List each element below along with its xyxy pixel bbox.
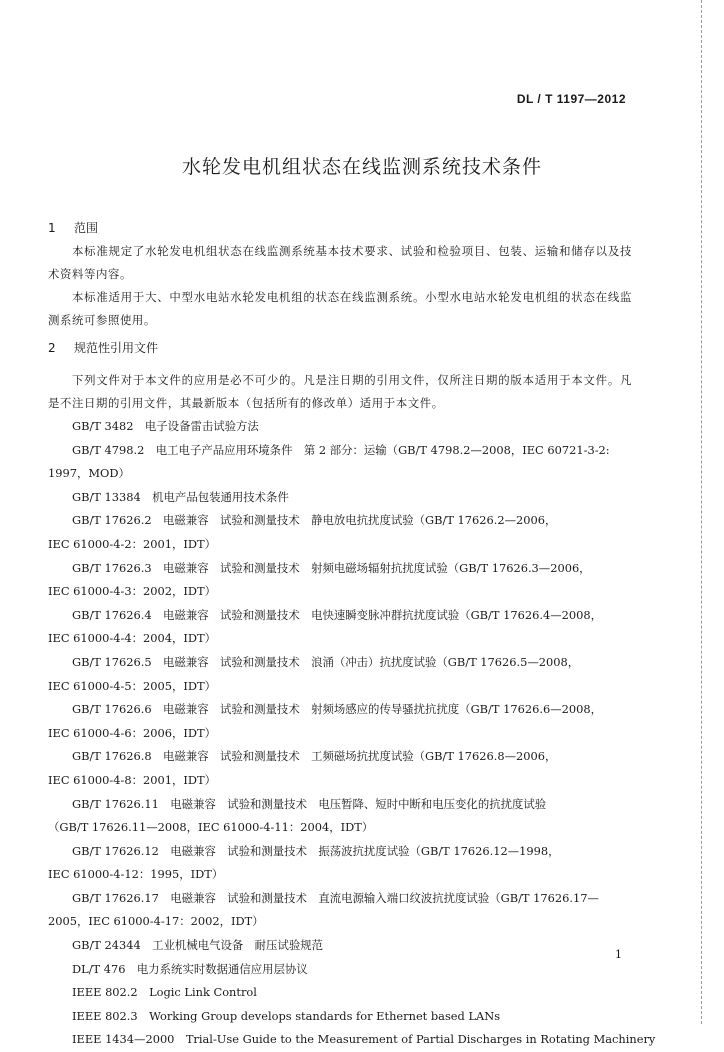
- section-number: 1: [48, 221, 56, 235]
- section-title: 规范性引用文件: [74, 341, 159, 355]
- reference-line-continued: 1997，MOD）: [48, 466, 130, 481]
- reference-item: [48, 557, 632, 604]
- reference-line: GB/T 17626.11 电磁兼容 试验和测量技术 电压暂降、短时中断和电压变化的抗扰度试验: [72, 796, 547, 811]
- reference-line-continued: IEC 61000-4-6：2006，IDT）: [48, 725, 216, 740]
- reference-item: [48, 981, 632, 1005]
- reference-line: GB/T 13384 机电产品包装通用技术条件: [72, 489, 289, 504]
- reference-line: IEEE 802.3 Working Group develops standards for Ethernet based LANs: [72, 1008, 501, 1023]
- reference-line-continued: IEC 61000-4-4：2004，IDT）: [48, 631, 216, 646]
- reference-item: [48, 1005, 632, 1029]
- section-number: 2: [48, 341, 56, 355]
- reference-line-continued: 2005，IEC 61000-4-17：2002，IDT）: [48, 914, 264, 929]
- section-scope: [48, 216, 632, 332]
- reference-item: [48, 793, 632, 840]
- reference-line: GB/T 3482 电子设备雷击试验方法: [72, 419, 259, 433]
- section-normative-references: [48, 336, 656, 1052]
- reference-line-continued: IEC 61000-4-8：2001，IDT）: [48, 772, 216, 787]
- reference-line: DL/T 476 电力系统实时数据通信应用层协议: [72, 961, 308, 976]
- references-intro: 下列文件对于本文件的应用是必不可少的。凡是注日期的引用文件，仅所注日期的版本适用于本文件。凡是不注日期的引用文件，其最新版本（包括所有的修改单）适用于本文件。: [48, 373, 632, 410]
- reference-item: [48, 486, 632, 510]
- reference-line: GB/T 17626.17 电磁兼容 试验和测量技术 直流电源输入端口纹波抗扰度试验（GB/T 17626.17—: [72, 890, 599, 905]
- reference-item: [48, 887, 632, 934]
- reference-line: GB/T 17626.2 电磁兼容 试验和测量技术 静电放电抗扰度试验（GB/T 17626.2—2006，: [72, 513, 557, 528]
- document-title: 水轮发电机组状态在线监测系统技术条件: [181, 156, 542, 178]
- reference-item: [48, 415, 632, 439]
- section-heading-scope: [48, 216, 632, 240]
- reference-line-continued: IEC 61000-4-2：2001，IDT）: [48, 536, 216, 551]
- reference-line-continued: （GB/T 17626.11—2008，IEC 61000-4-11：2004，IDT）: [48, 820, 374, 835]
- section-title: 范围: [74, 221, 99, 235]
- page-number: 1: [615, 948, 622, 961]
- reference-item: [48, 1028, 656, 1052]
- reference-item: [48, 439, 632, 486]
- reference-line-continued: IEC 61000-4-3：2002，IDT）: [48, 584, 216, 599]
- reference-line: GB/T 17626.8 电磁兼容 试验和测量技术 工频磁场抗扰度试验（GB/T 17626.8—2006，: [72, 749, 557, 764]
- reference-line-continued: IEC 61000-4-12：1995，IDT）: [48, 867, 224, 882]
- reference-item: [48, 509, 632, 556]
- reference-item: [48, 698, 632, 745]
- reference-line: IEEE 802.2 Logic Link Control: [72, 985, 257, 1000]
- reference-item: [48, 840, 632, 887]
- reference-item: [48, 745, 632, 792]
- reference-line: IEEE 1434—2000 Trial-Use Guide to the Measurement of Partial Discharges in Rotating Machinery: [72, 1032, 656, 1047]
- reference-line: GB/T 4798.2 电工电子产品应用环境条件 第 2 部分：运输（GB/T 4798.2—2008，IEC 60721-3-2:: [72, 442, 610, 457]
- reference-item: [48, 604, 632, 651]
- reference-line: GB/T 24344 工业机械电气设备 耐压试验规范: [72, 938, 324, 953]
- scope-paragraph-1: 本标准规定了水轮发电机组状态在线监测系统基本技术要求、试验和检验项目、包装、运输和储存以及技术资料等内容。: [48, 244, 632, 281]
- reference-line: GB/T 17626.5 电磁兼容 试验和测量技术 浪涌（冲击）抗扰度试验（GB/T 17626.5—2008，: [72, 654, 580, 669]
- reference-line: GB/T 17626.6 电磁兼容 试验和测量技术 射频场感应的传导骚扰抗扰度（GB/T 17626.6—2008，: [72, 702, 602, 717]
- reference-list: [48, 415, 656, 1052]
- reference-line-continued: IEC 61000-4-5：2005，IDT）: [48, 678, 216, 693]
- reference-item: [48, 934, 632, 958]
- scope-paragraph-2: 本标准适用于大、中型水电站水轮发电机组的状态在线监测系统。小型水电站水轮发电机组的状态在线监测系统可参照使用。: [48, 290, 632, 327]
- reference-item: [48, 958, 632, 982]
- section-heading-references: [48, 336, 632, 360]
- reference-line: GB/T 17626.3 电磁兼容 试验和测量技术 射频电磁场辐射抗扰度试验（GB/T 17626.3—2006，: [72, 560, 591, 575]
- standard-code: DL / T 1197—2012: [516, 92, 626, 106]
- reference-item: [48, 651, 632, 698]
- reference-line: GB/T 17626.12 电磁兼容 试验和测量技术 振荡波抗扰度试验（GB/T 17626.12—1998，: [72, 843, 560, 858]
- reference-line: GB/T 17626.4 电磁兼容 试验和测量技术 电快速瞬变脉冲群抗扰度试验（GB/T 17626.4—2008，: [72, 607, 602, 622]
